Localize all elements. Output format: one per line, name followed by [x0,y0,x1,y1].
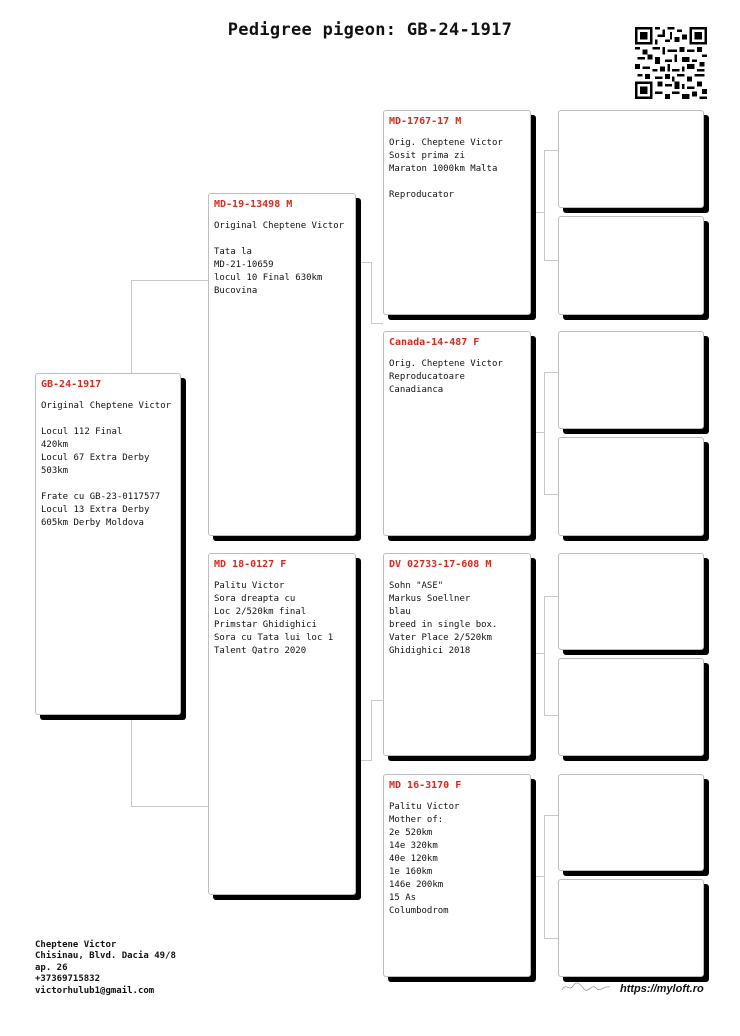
pigeon-notes: Original Cheptene Victor Locul 112 Final 420km Locul 67 Extra Derby 503km Frate cu GB-23-0117577 Locul 13 Extra Derby 605km Derby Moldova [41,401,172,528]
connector-line [131,280,132,374]
pigeon-card-empty[interactable] [558,658,704,756]
connector-line [544,715,558,716]
connector-line [544,150,545,260]
pigeon-card-empty[interactable] [558,879,704,977]
connector-line [131,714,132,807]
pigeon-notes: Sohn "ASE" Markus Soellner blau breed in single box. Vater Place 2/520km Ghidighici 2018 [389,581,498,656]
connector-line [371,700,383,701]
pigeon-card-empty[interactable] [558,553,704,650]
ring-number: MD 18-0127 F [214,559,287,570]
connector-line [544,938,558,939]
ring-number: Canada-14-487 F [389,337,480,348]
pigeon-card-dam[interactable] [208,553,356,895]
connector-line [544,815,558,816]
connector-line [371,700,372,761]
connector-line [355,262,372,263]
connector-line [371,323,383,324]
website-link[interactable]: https://myloft.ro [620,983,704,995]
owner-address: Chisinau, Blvd. Dacia 49/8 [35,951,176,962]
connector-line [530,432,545,433]
connector-line [530,212,545,213]
ring-number: MD-19-13498 M [214,199,293,210]
connector-line [530,876,545,877]
pigeon-card-subject[interactable] [35,373,181,715]
connector-line [371,262,372,323]
owner-info [35,940,176,997]
qr-code-icon [635,27,707,99]
pigeon-notes: Palitu Victor Mother of: 2e 520km 14e 320km 40e 120km 1e 160km 146e 200km 15 As Columbodrom [389,802,460,916]
ring-number: MD-1767-17 M [389,116,462,127]
connector-line [355,760,372,761]
pigeon-card-sire-dam[interactable] [383,331,531,536]
pigeon-card-sire[interactable] [208,193,356,536]
signature [560,980,612,994]
connector-line [544,596,558,597]
pigeon-card-dam-sire[interactable] [383,553,531,756]
owner-email: victorhulub1@gmail.com [35,985,155,996]
ring-number: DV 02733-17-608 M [389,559,492,570]
connector-line [544,372,558,373]
pigeon-card-empty[interactable] [558,331,704,429]
page-title: Pedigree pigeon: GB-24-1917 [227,20,513,40]
connector-line [131,806,209,807]
pigeon-card-sire-sire[interactable] [383,110,531,315]
pigeon-card-dam-dam[interactable] [383,774,531,977]
pigeon-notes: Original Cheptene Victor Tata la MD-21-10659 locul 10 Final 630km Bucovina [214,221,345,296]
connector-line [131,280,209,281]
pigeon-card-empty[interactable] [558,216,704,315]
pigeon-card-empty[interactable] [558,110,704,208]
pigeon-card-empty[interactable] [558,437,704,536]
pigeon-notes: Orig. Cheptene Victor Sosit prima zi Maraton 1000km Malta Reproducator [389,138,503,200]
owner-phone: +37369715832 [35,974,101,985]
connector-line [544,372,545,494]
connector-line [544,150,558,151]
ring-number: GB-24-1917 [41,379,102,390]
connector-line [530,653,545,654]
connector-line [544,260,558,261]
pigeon-notes: Orig. Cheptene Victor Reproducatoare Canadianca [389,359,503,395]
connector-line [544,596,545,715]
owner-apartment: ap. 26 [35,962,68,973]
ring-number: MD 16-3170 F [389,780,462,791]
owner-name: Cheptene Victor [35,940,117,950]
connector-line [544,494,558,495]
pigeon-card-empty[interactable] [558,774,704,871]
pigeon-notes: Palitu Victor Sora dreapta cu Loc 2/520km final Primstar Ghidighici Sora cu Tata lui loc 1 Talent Qatro 2020 [214,581,334,656]
